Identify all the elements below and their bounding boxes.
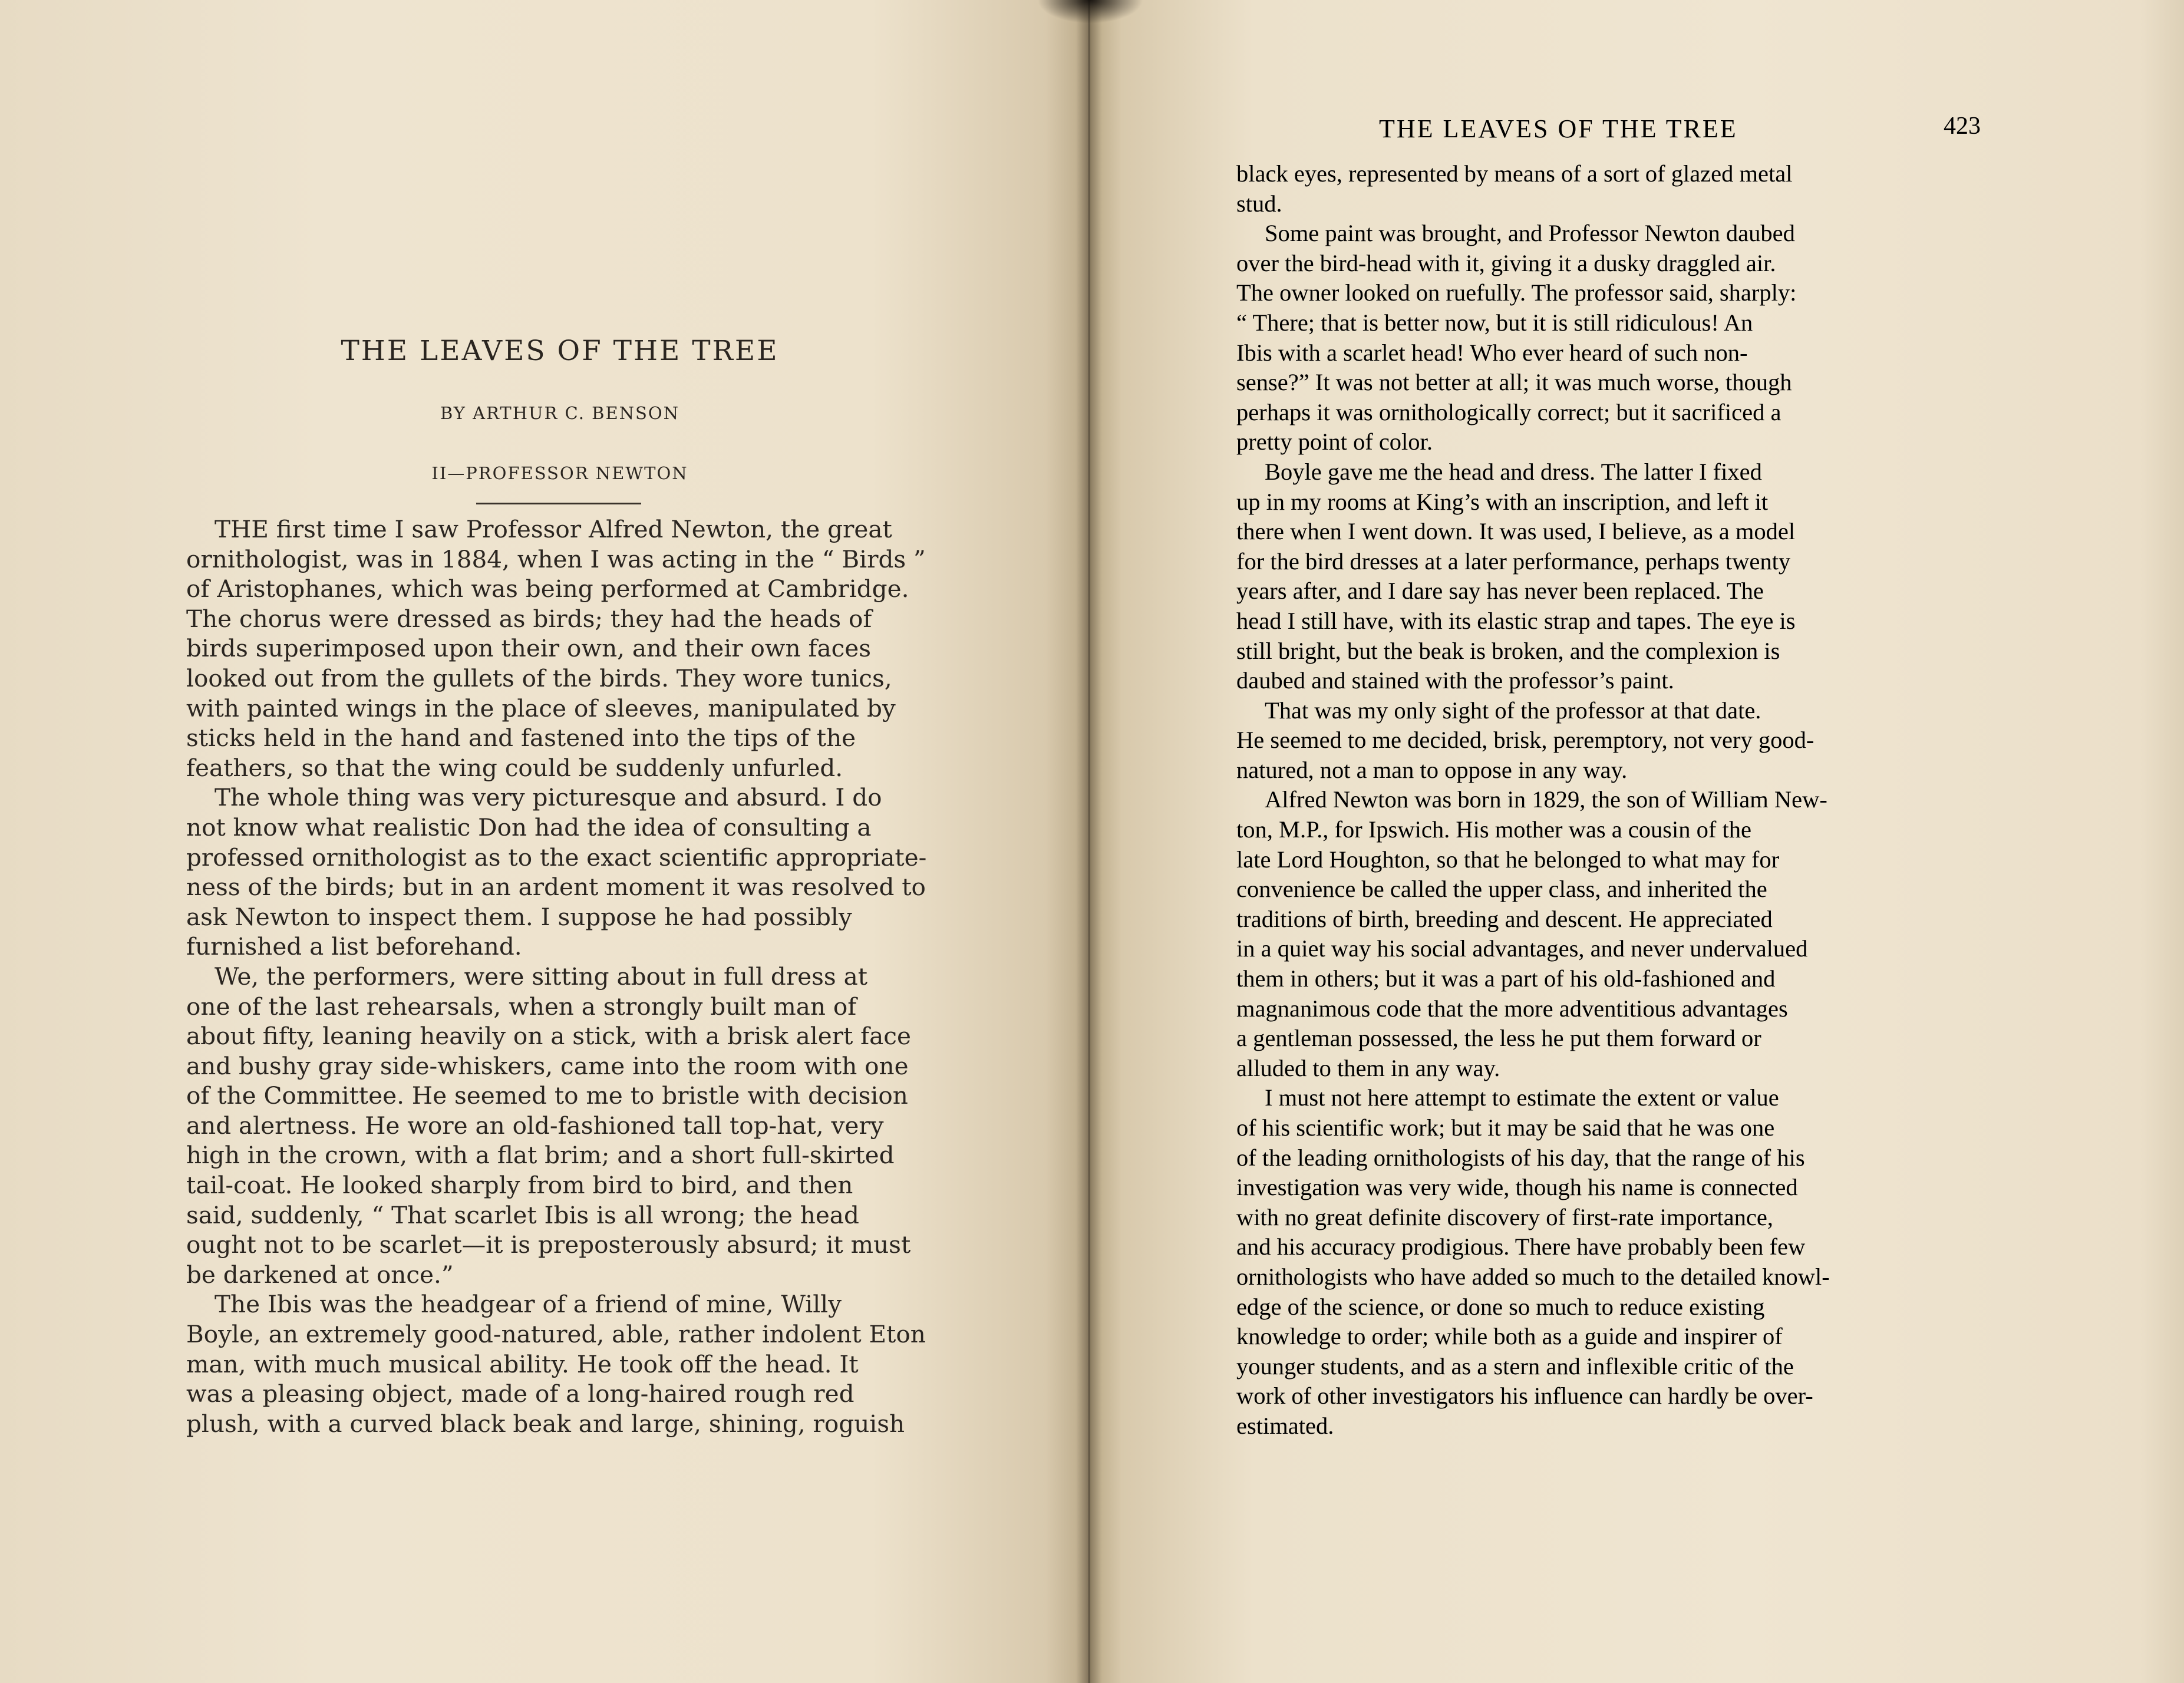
text-line: years after, and I dare say has never been replaced. The: [1236, 578, 1764, 605]
section-title: II—PROFESSOR NEWTON: [431, 463, 688, 483]
text-line: Ibis with a scarlet head! Who ever heard of such non-: [1236, 339, 1748, 366]
title-rule: [476, 503, 641, 504]
text-line: man, with much musical ability. He took off the head. It: [186, 1349, 859, 1378]
text-line: The chorus were dressed as birds; they had the heads of: [186, 604, 872, 633]
text-line: still bright, but the beak is broken, and the complexion is: [1236, 637, 1780, 664]
text-line: alluded to them in any way.: [1236, 1054, 1500, 1081]
text-line: with no great definite discovery of first-rate importance,: [1236, 1203, 1773, 1230]
text-line: ton, M.P., for Ipswich. His mother was a cousin of the: [1236, 816, 1752, 843]
text-line: tail-coat. He looked sharply from bird to bird, and then: [186, 1171, 853, 1200]
text-line: We, the performers, were sitting about in full dress at: [215, 962, 868, 991]
text-line: ought not to be scarlet—it is preposterously absurd; it must: [186, 1230, 911, 1259]
text-line: Alfred Newton was born in 1829, the son of William New-: [1265, 786, 1827, 813]
text-line: with painted wings in the place of sleeves, manipulated by: [186, 694, 896, 722]
text-line: younger students, and as a stern and inflexible critic of the: [1236, 1352, 1794, 1380]
text-line: “ There; that is better now, but it is still ridiculous! An: [1236, 309, 1753, 336]
text-line: of the leading ornithologists of his day, that the range of his: [1236, 1144, 1805, 1171]
text-line: sense?” It was not better at all; it was much worse, though: [1236, 369, 1792, 396]
text-line: and his accuracy prodigious. There have probably been few: [1236, 1233, 1806, 1260]
text-line: be darkened at once.”: [186, 1260, 454, 1289]
left-body-text: [186, 514, 936, 1438]
text-line: late Lord Houghton, so that he belonged to what may for: [1236, 846, 1780, 873]
text-line: traditions of birth, breeding and descent. He appreciated: [1236, 905, 1773, 932]
text-line: work of other investigators his influence can hardly be over-: [1236, 1382, 1813, 1410]
text-line: head I still have, with its elastic strap and tapes. The eye is: [1236, 607, 1796, 634]
text-line: them in others; but it was a part of his old-fashioned and: [1236, 965, 1776, 992]
text-line: one of the last rehearsals, when a strongly built man of: [186, 992, 857, 1021]
text-line: of Aristophanes, which was being performed at Cambridge.: [186, 575, 909, 603]
text-line: natured, not a man to oppose in any way.: [1236, 756, 1628, 783]
text-line: was a pleasing object, made of a long-haired rough red: [186, 1380, 855, 1408]
spine-shadow: [1037, 0, 1143, 24]
text-line: ness of the birds; but in an ardent moment it was resolved to: [186, 873, 926, 902]
author-byline: BY ARTHUR C. BENSON: [440, 403, 680, 423]
text-line: professed ornithologist as to the exact scientific appropriate-: [186, 843, 927, 872]
text-line: I must not here attempt to estimate the extent or value: [1265, 1084, 1779, 1111]
text-line: of his scientific work; but it may be said that he was one: [1236, 1114, 1775, 1141]
text-line: black eyes, represented by means of a sort of glazed metal: [1236, 160, 1793, 187]
text-line: a gentleman possessed, the less he put them forward or: [1236, 1025, 1761, 1052]
text-line: edge of the science, or done so much to reduce existing: [1236, 1293, 1765, 1320]
text-line: stud.: [1236, 190, 1282, 217]
text-line: Some paint was brought, and Professor Newton daubed: [1265, 220, 1795, 247]
page-number: 423: [1944, 113, 1981, 140]
text-line: The whole thing was very picturesque and absurd. I do: [215, 783, 882, 812]
text-line: ornithologists who have added so much to the detailed knowl-: [1236, 1263, 1830, 1290]
text-line: The Ibis was the headgear of a friend of mine, Willy: [215, 1290, 842, 1319]
text-line: estimated.: [1236, 1412, 1334, 1439]
text-line: knowledge to order; while both as a guide and inspirer of: [1236, 1323, 1783, 1350]
text-line: plush, with a curved black beak and large, shining, roguish: [186, 1409, 905, 1438]
text-line: Boyle, an extremely good-natured, able, rather indolent Eton: [186, 1320, 926, 1349]
text-line: and bushy gray side-whiskers, came into the room with one: [186, 1051, 909, 1080]
text-line: not know what realistic Don had the idea of consulting a: [186, 813, 872, 842]
text-line: feathers, so that the wing could be suddenly unfurled.: [186, 753, 843, 782]
text-line: ask Newton to inspect them. I suppose he had possibly: [186, 902, 852, 931]
text-line: The owner looked on ruefully. The professor said, sharply:: [1236, 279, 1797, 306]
text-line: That was my only sight of the professor at that date.: [1265, 697, 1761, 724]
text-line: daubed and stained with the professor’s paint.: [1236, 667, 1674, 694]
text-line: THE first time I saw Professor Alfred Newton, the great: [215, 515, 892, 543]
text-line: sticks held in the hand and fastened into the tips of the: [186, 724, 856, 753]
text-line: high in the crown, with a flat brim; and a short full-skirted: [186, 1141, 895, 1170]
text-line: in a quiet way his social advantages, and never undervalued: [1236, 935, 1808, 962]
running-head: THE LEAVES OF THE TREE: [1379, 114, 1738, 143]
text-line: about fifty, leaning heavily on a stick, with a brisk alert face: [186, 1022, 911, 1051]
text-line: over the bird-head with it, giving it a dusky draggled air.: [1236, 249, 1776, 276]
text-line: Boyle gave me the head and dress. The latter I fixed: [1265, 458, 1762, 485]
text-line: ornithologist, was in 1884, when I was acting in the “ Birds ”: [186, 544, 926, 573]
text-line: birds superimposed upon their own, and their own faces: [186, 634, 872, 663]
article-title: THE LEAVES OF THE TREE: [341, 335, 779, 367]
text-line: for the bird dresses at a later performance, perhaps twenty: [1236, 547, 1791, 575]
left-page: [0, 0, 1089, 1683]
text-line: there when I went down. It was used, I believe, as a model: [1236, 518, 1796, 545]
book-gutter: [1076, 0, 1102, 1683]
text-line: convenience be called the upper class, and inherited the: [1236, 876, 1767, 903]
text-line: said, suddenly, “ That scarlet Ibis is all wrong; the head: [186, 1200, 859, 1229]
right-body-text: [1236, 159, 1997, 1441]
text-line: pretty point of color.: [1236, 428, 1433, 456]
text-line: investigation was very wide, though his name is connected: [1236, 1174, 1798, 1201]
text-line: of the Committee. He seemed to me to bristle with decision: [186, 1081, 908, 1110]
text-line: perhaps it was ornithologically correct; but it sacrificed a: [1236, 398, 1781, 425]
text-line: He seemed to me decided, brisk, peremptory, not very good-: [1236, 727, 1814, 754]
text-line: and alertness. He wore an old-fashioned tall top-hat, very: [186, 1111, 884, 1140]
text-line: magnanimous code that the more adventitious advantages: [1236, 995, 1788, 1022]
text-line: up in my rooms at King’s with an inscription, and left it: [1236, 488, 1769, 515]
text-line: looked out from the gullets of the birds. They wore tunics,: [186, 664, 892, 692]
text-line: furnished a list beforehand.: [186, 932, 522, 961]
